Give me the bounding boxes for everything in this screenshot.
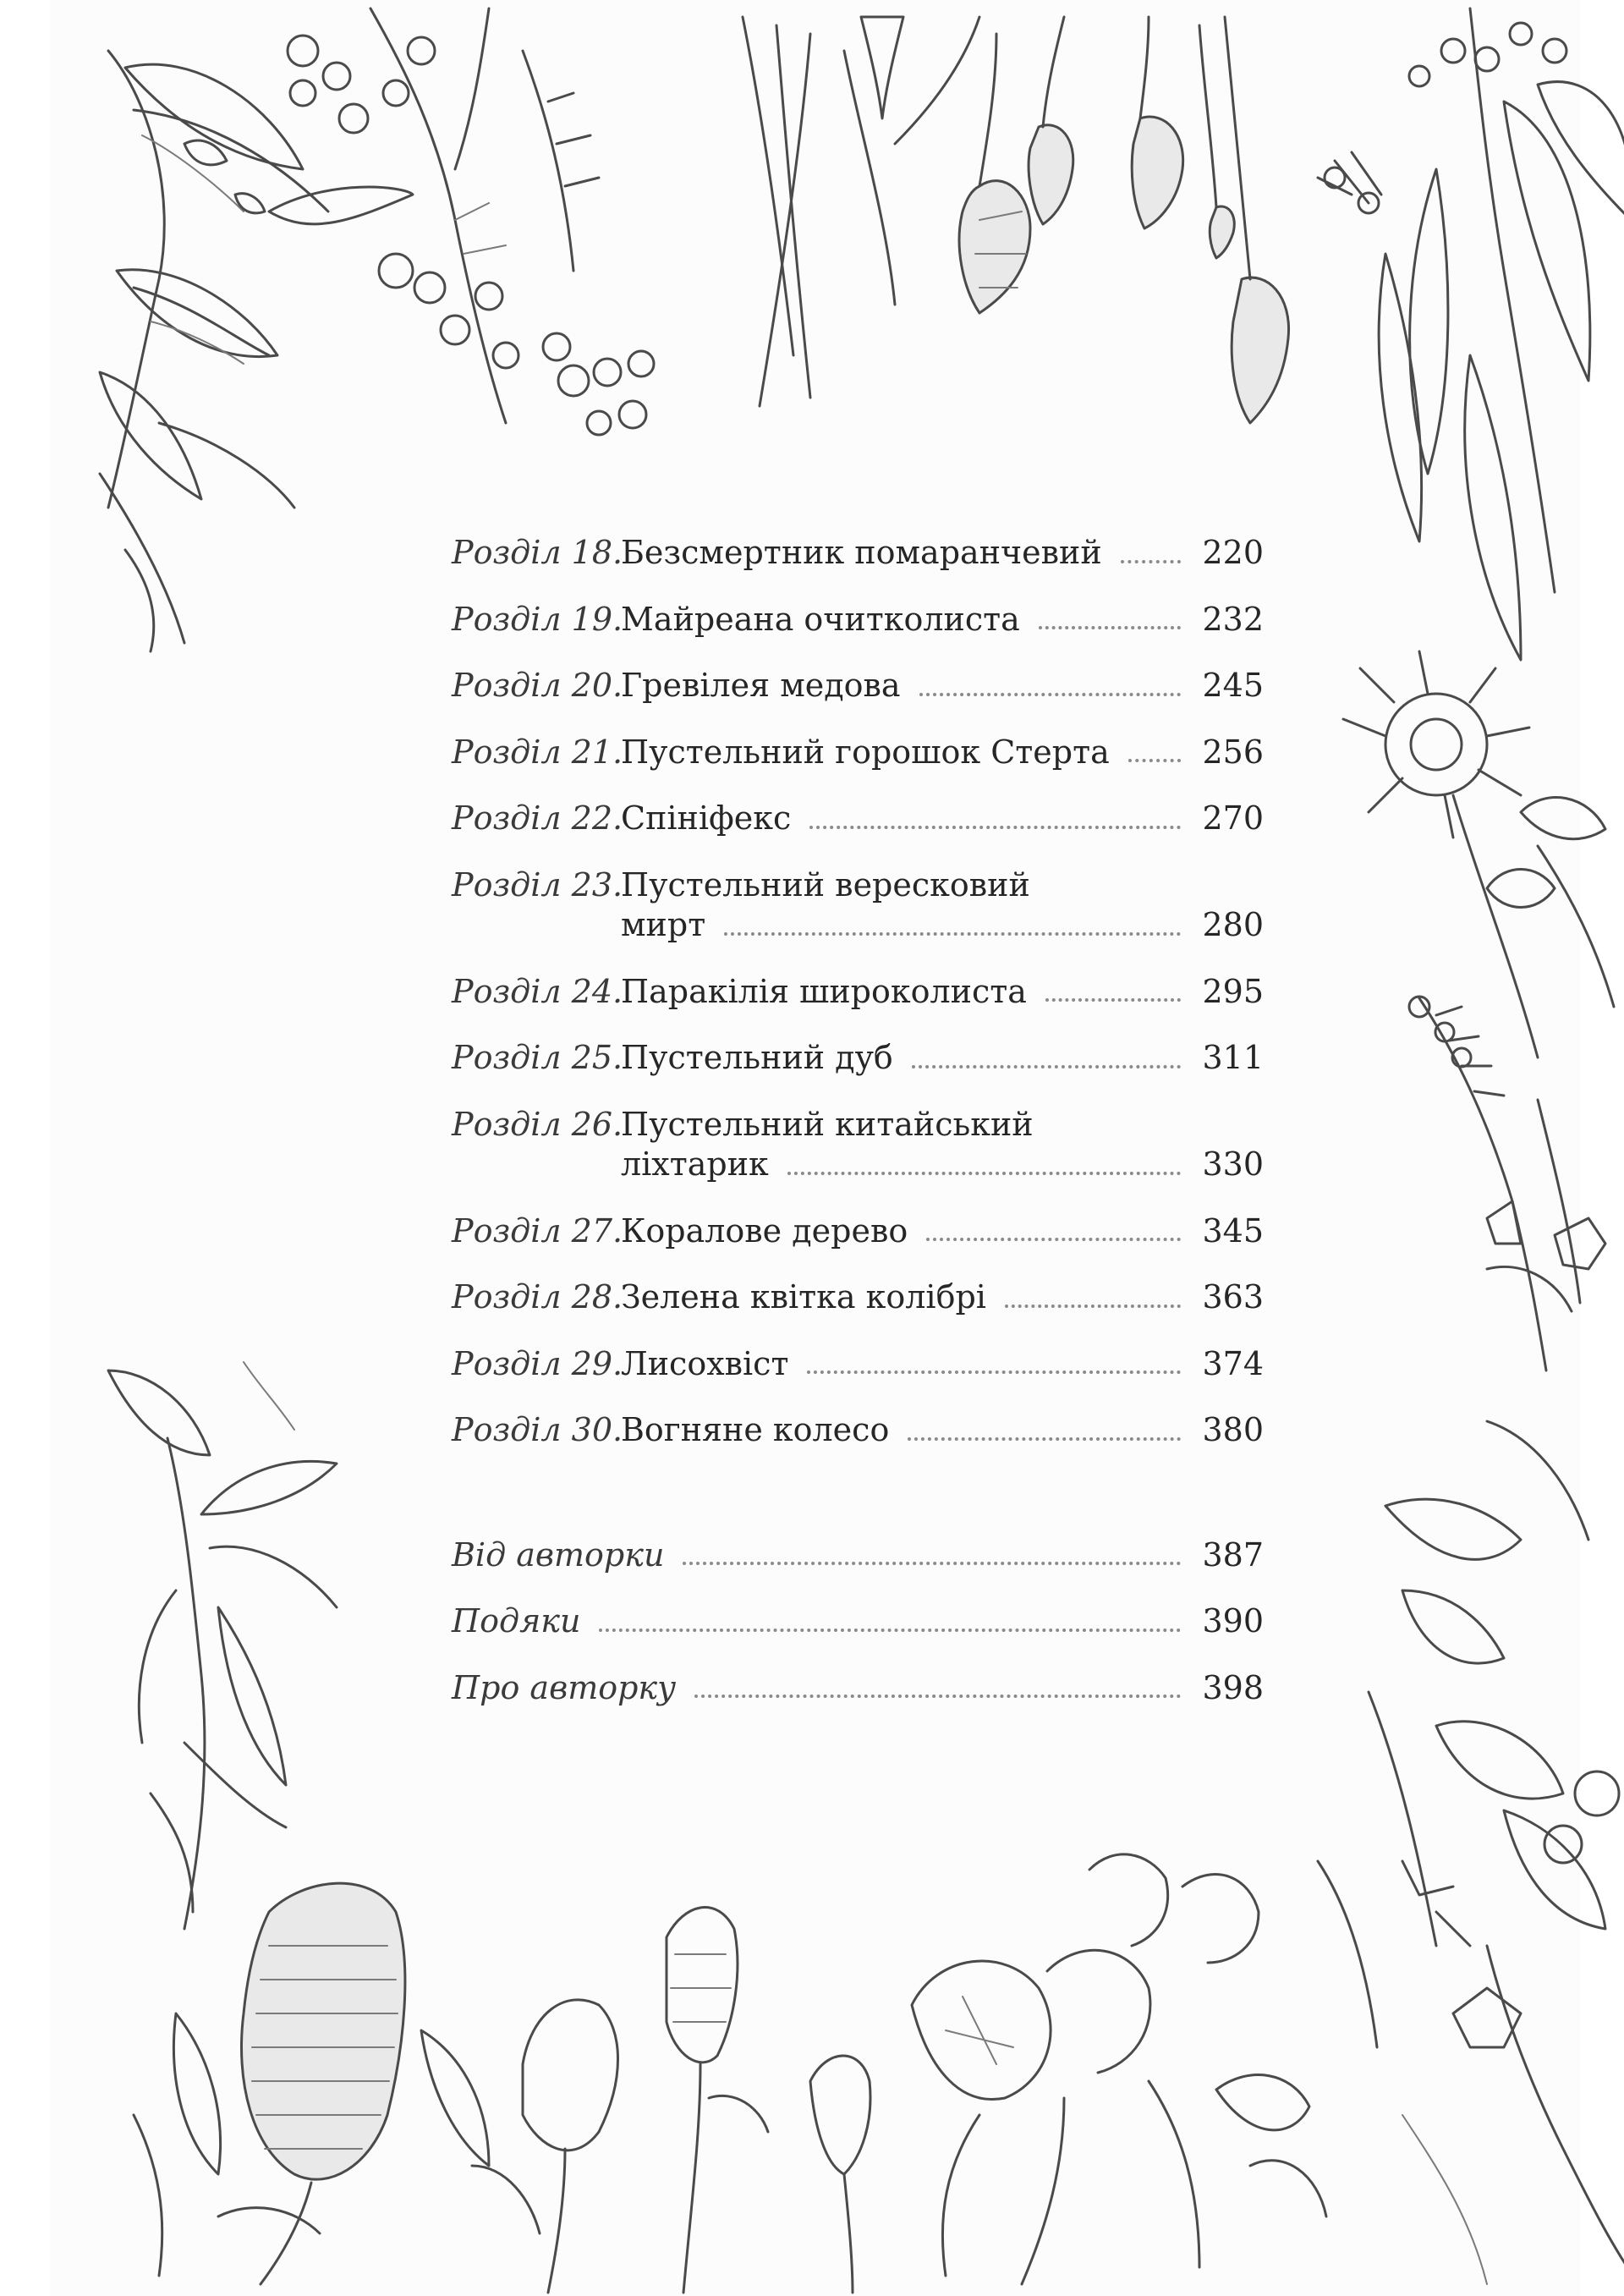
right-everlasting-daisy-illustration (1343, 651, 1614, 1057)
dot-leader (1121, 560, 1181, 563)
chapter-label: Розділ 22. (452, 799, 623, 837)
chapter-title: Лисохвіст (621, 1344, 789, 1382)
page-number: 245 (1202, 667, 1264, 704)
chapter-label: Розділ 20. (452, 667, 623, 704)
toc-entry-afterword[interactable] (452, 1535, 1264, 1576)
chapter-label: Розділ 26. (452, 1105, 623, 1143)
page-number: 295 (1202, 972, 1264, 1010)
dot-leader (807, 1370, 1181, 1374)
page-number: 270 (1202, 799, 1264, 837)
toc-entry-chapter-22[interactable] (452, 799, 1264, 839)
dot-leader (809, 826, 1181, 829)
toc-entry-chapter-21[interactable] (452, 733, 1264, 773)
bottom-protea-buds-illustration (472, 1908, 870, 2293)
right-flower-spikes-illustration (1409, 997, 1605, 1370)
toc-entry-chapter-19[interactable] (452, 600, 1264, 640)
toc-entry-chapter-27[interactable] (452, 1211, 1264, 1252)
chapter-title-line-1: Пустельний китайський (621, 1105, 1034, 1143)
chapter-label: Розділ 23. (452, 865, 623, 904)
chapter-label: Розділ 30. (452, 1411, 623, 1448)
dot-leader (919, 693, 1181, 696)
page-number: 330 (1202, 1145, 1264, 1183)
chapter-title: Пустельний горошок Стерта (621, 733, 1110, 771)
table-of-contents (452, 533, 1264, 1734)
top-grass-seedheads-illustration (743, 17, 1289, 423)
page-number: 363 (1202, 1278, 1264, 1316)
page-number: 280 (1202, 906, 1264, 943)
page-number: 374 (1202, 1344, 1264, 1382)
dot-leader (724, 932, 1181, 936)
page-number: 398 (1202, 1668, 1264, 1706)
toc-entry-chapter-30[interactable] (452, 1410, 1264, 1451)
page-number: 390 (1202, 1602, 1264, 1640)
chapter-label: Розділ 21. (452, 733, 623, 771)
chapter-label: Розділ 28. (452, 1278, 623, 1316)
left-lily-illustration (108, 1362, 337, 1929)
dot-leader (599, 1629, 1181, 1632)
top-left-leaves-illustration (100, 51, 413, 651)
toc-entry-acknowledgements[interactable] (452, 1601, 1264, 1642)
chapter-title: Вогняне колесо (621, 1411, 890, 1448)
chapter-title-line-1: Пустельний вересковий (621, 865, 1030, 904)
bottom-left-banksia-illustration (134, 1883, 489, 2284)
bottom-hibiscus-illustration (912, 1854, 1326, 2284)
dot-leader (926, 1238, 1181, 1241)
dot-leader (1005, 1305, 1181, 1308)
chapter-title: Паракілія широколиста (621, 972, 1027, 1010)
page-number: 311 (1202, 1039, 1264, 1076)
toc-entry-chapter-18[interactable] (452, 533, 1264, 574)
back-matter-title: Подяки (452, 1602, 581, 1640)
back-matter-title: Про авторку (452, 1668, 677, 1706)
page-number: 387 (1202, 1535, 1264, 1574)
dot-leader (908, 1437, 1181, 1441)
chapter-label: Розділ 24. (452, 972, 623, 1010)
chapter-label: Розділ 18. (452, 534, 623, 571)
dot-leader (694, 1695, 1181, 1698)
chapter-title-line-2: ліхтарик (621, 1145, 769, 1183)
dot-leader (1045, 998, 1181, 1002)
page-number: 256 (1202, 733, 1264, 771)
toc-entry-about-author[interactable] (452, 1668, 1264, 1709)
toc-entry-chapter-26[interactable] (452, 1105, 1264, 1185)
dot-leader (1128, 759, 1181, 762)
toc-entry-chapter-23[interactable] (452, 865, 1264, 946)
chapter-title: Коралове дерево (621, 1211, 908, 1250)
toc-entry-chapter-25[interactable] (452, 1038, 1264, 1079)
toc-entry-chapter-20[interactable] (452, 666, 1264, 706)
page-number: 380 (1202, 1411, 1264, 1448)
right-pea-flowers-illustration (1318, 1421, 1624, 2284)
book-page (49, 0, 1580, 2296)
page-number: 220 (1202, 534, 1264, 571)
dot-leader (683, 1562, 1181, 1565)
chapter-label: Розділ 27. (452, 1211, 623, 1250)
dot-leader (1039, 626, 1181, 629)
chapter-title: Майреана очитколиста (621, 600, 1020, 638)
page-number: 345 (1202, 1211, 1264, 1250)
chapter-title: Пустельний дуб (621, 1039, 893, 1076)
page-number: 232 (1202, 600, 1264, 638)
chapter-title: Гревілея медова (621, 667, 901, 704)
back-matter-title: Від авторки (452, 1535, 665, 1574)
chapter-title-line-2: мирт (621, 906, 706, 943)
toc-entry-chapter-28[interactable] (452, 1277, 1264, 1318)
chapter-label: Розділ 29. (452, 1344, 623, 1382)
toc-entry-chapter-29[interactable] (452, 1344, 1264, 1385)
dot-leader (912, 1065, 1181, 1068)
toc-entry-chapter-24[interactable] (452, 972, 1264, 1013)
dot-leader (787, 1172, 1181, 1175)
top-right-eucalyptus-illustration (1318, 8, 1624, 660)
chapter-label: Розділ 25. (452, 1039, 623, 1076)
chapter-title: Безсмертник помаранчевий (621, 534, 1102, 571)
chapter-title: Зелена квітка колібрі (621, 1278, 986, 1316)
chapter-title: Спініфекс (621, 799, 792, 837)
chapter-label: Розділ 19. (452, 600, 623, 638)
